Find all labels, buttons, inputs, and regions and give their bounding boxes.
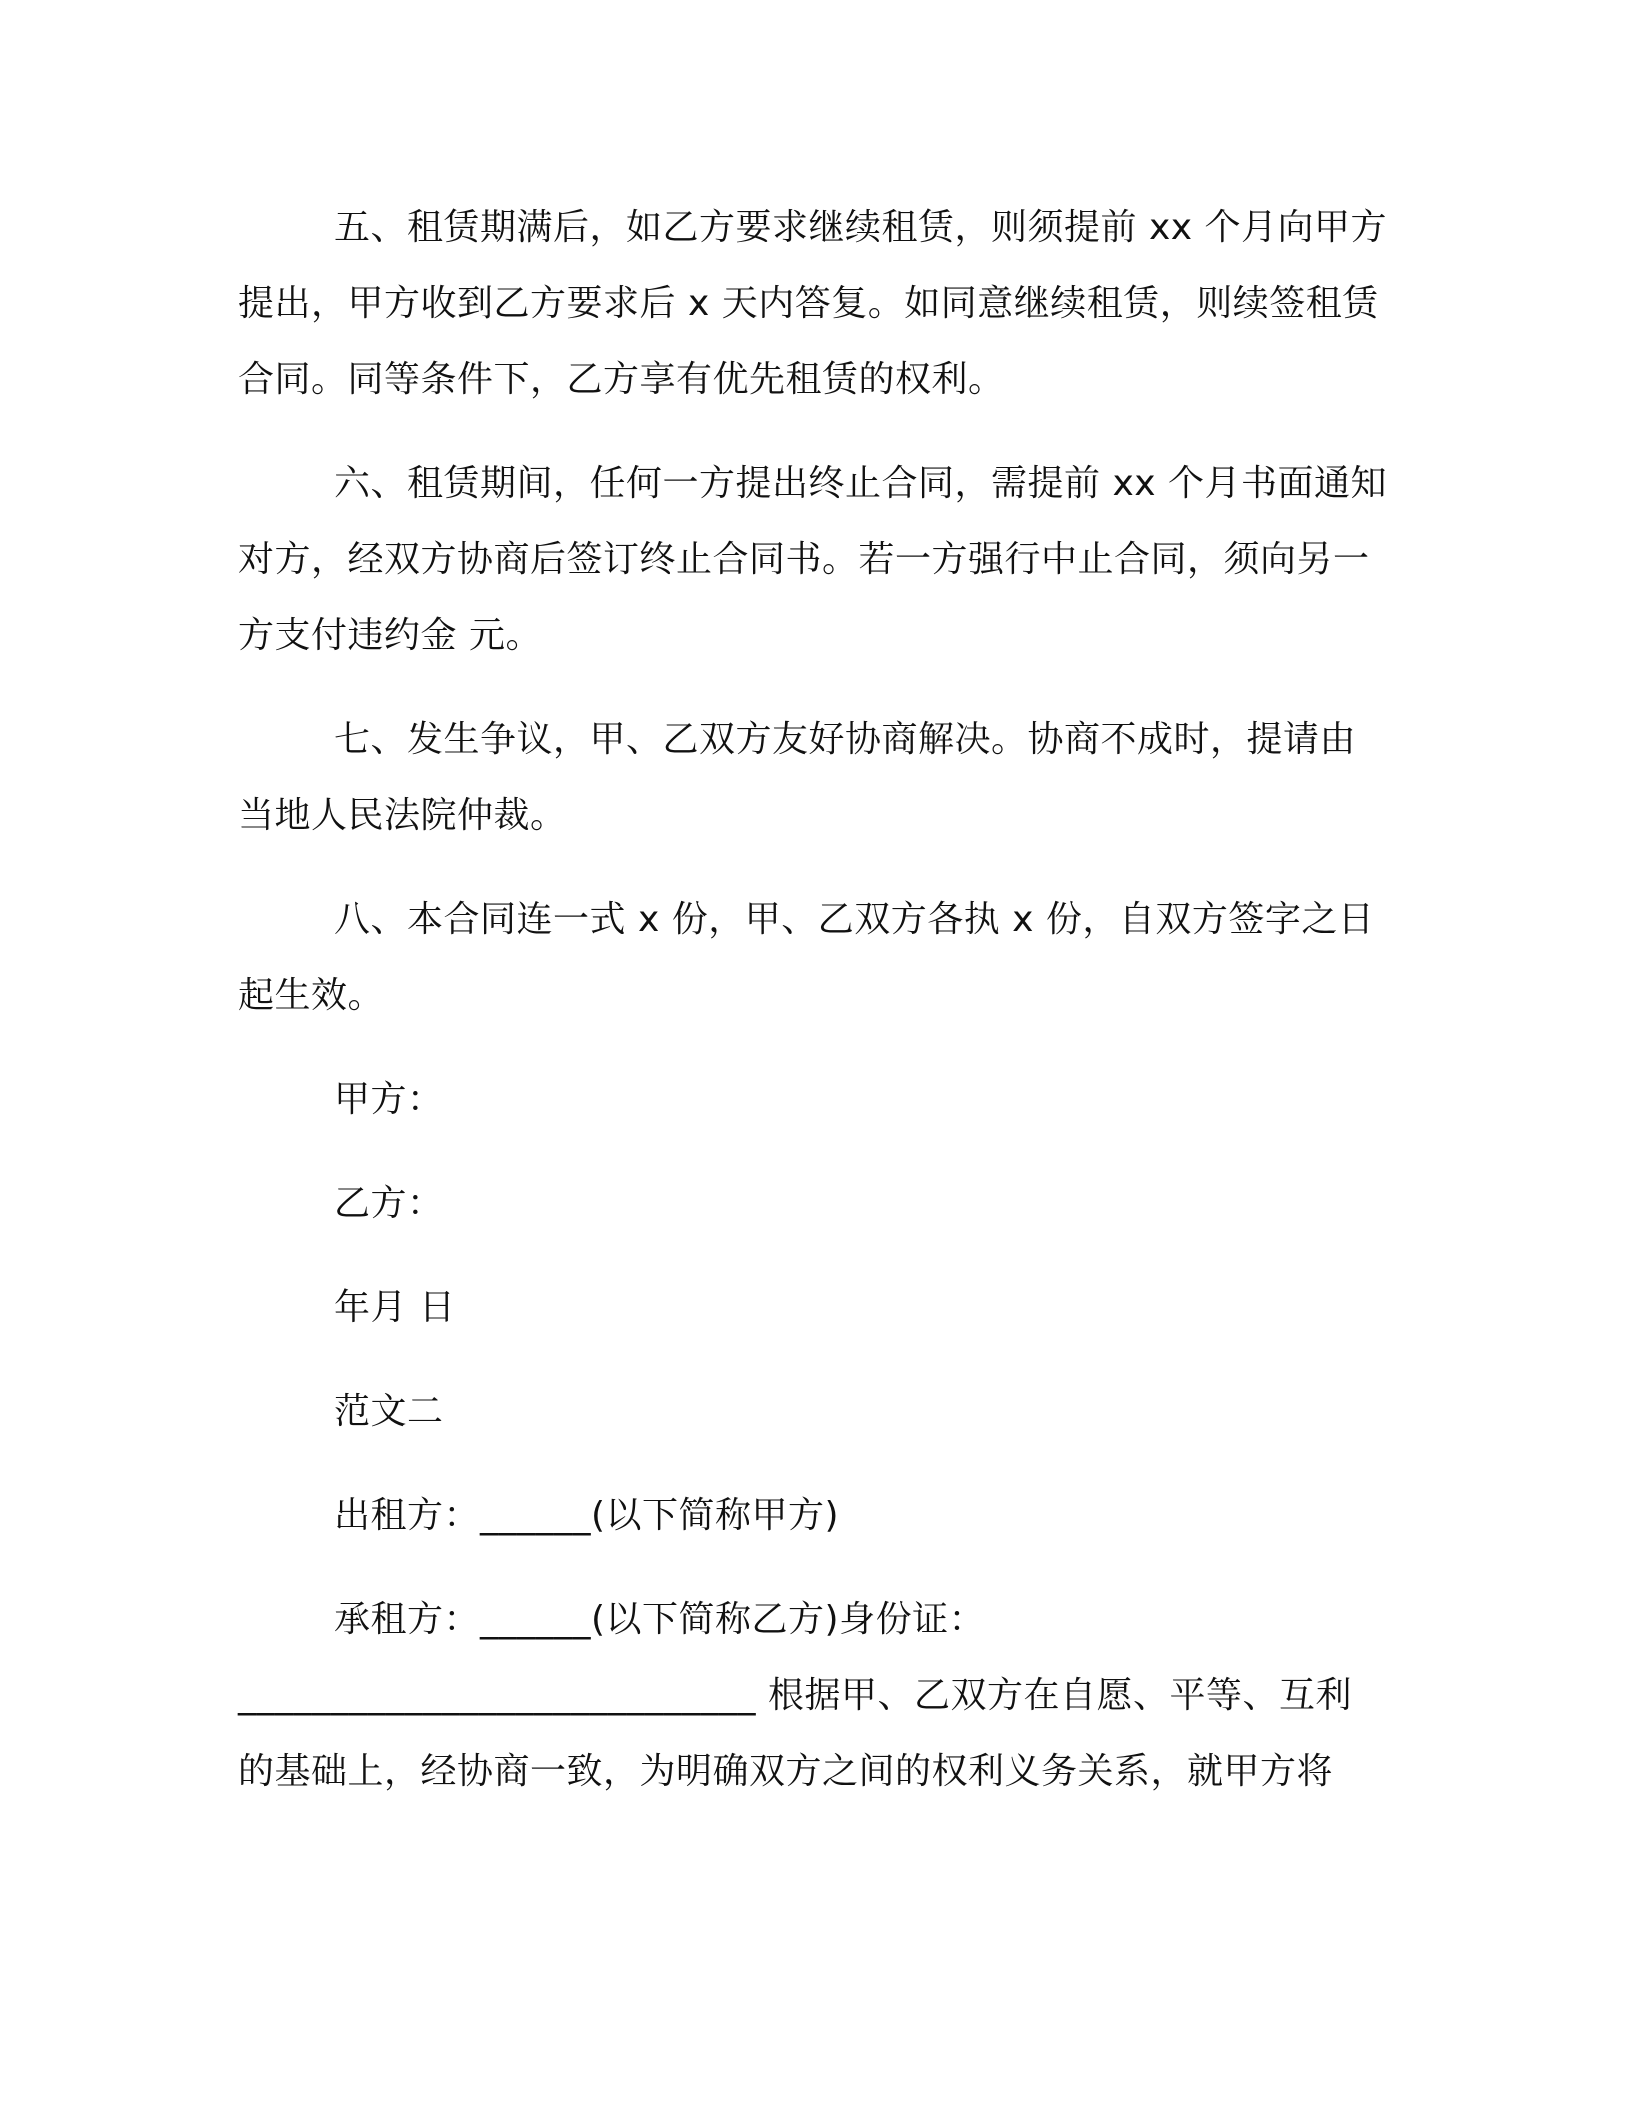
section-title: 范文二 bbox=[334, 1391, 444, 1432]
party-a-signature-label: 甲方： bbox=[334, 1079, 444, 1120]
clause-5: 五、租赁期满后，如乙方要求继续租赁，则须提前 xx 个月向甲方提出，甲方收到乙方要求后 x 天内答复。如同意继续租赁，则续签租赁合同。同等条件下，乙方享有优先租赁的权利。 bbox=[238, 207, 1387, 400]
document-body bbox=[238, 190, 1388, 1810]
final-paragraph: ____________________________ 根据甲、乙双方在自愿、平等、互利的基础上，经协商一致，为明确双方之间的权利义务关系，就甲方将 bbox=[238, 1675, 1352, 1792]
clause-7: 七、发生争议，甲、乙双方友好协商解决。协商不成时，提请由当地人民法院仲裁。 bbox=[238, 719, 1357, 836]
clause-6: 六、租赁期间，任何一方提出终止合同，需提前 xx 个月书面通知对方，经双方协商后签订终止合同书。若一方强行中止合同，须向另一方支付违约金 元。 bbox=[238, 463, 1387, 656]
date-label: 年月 日 bbox=[334, 1287, 456, 1328]
clause-8: 八、本合同连一式 x 份，甲、乙双方各执 x 份，自双方签字之日起生效。 bbox=[238, 899, 1375, 1016]
lessee-line: 承租方：______(以下简称乙方)身份证： bbox=[334, 1599, 986, 1640]
party-b-signature-label: 乙方： bbox=[334, 1183, 444, 1224]
lessor-line: 出租方：______(以下简称甲方) bbox=[334, 1495, 840, 1536]
